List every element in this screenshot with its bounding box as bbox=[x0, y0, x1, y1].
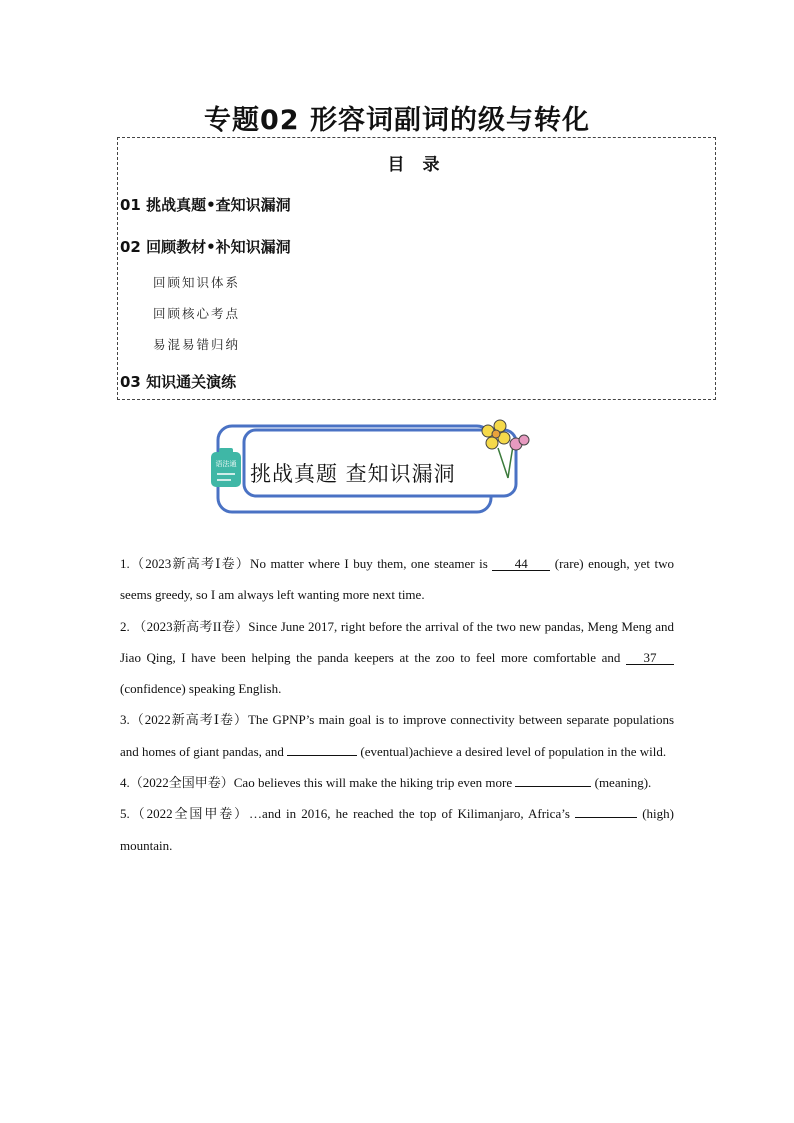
banner-title: 挑战真题 查知识漏洞 bbox=[250, 462, 456, 486]
answer-blank[interactable] bbox=[287, 740, 357, 756]
toc-item-1[interactable]: 01 挑战真题•查知识漏洞 bbox=[120, 196, 291, 214]
answer-blank[interactable] bbox=[575, 802, 637, 818]
answer-blank[interactable]: 37 bbox=[626, 649, 674, 665]
question-4: 4.（2022全国甲卷）Cao believes this will make the hiking trip even more (meaning). bbox=[120, 767, 674, 798]
page-title: 专题02 形容词副词的级与转化 bbox=[204, 105, 590, 136]
toc-sub-item-3[interactable]: 易混易错归纳 bbox=[153, 337, 241, 352]
toc-sub-item-2[interactable]: 回顾核心考点 bbox=[153, 306, 241, 321]
question-list bbox=[120, 548, 674, 861]
answer-blank[interactable] bbox=[515, 771, 591, 787]
answer-blank[interactable]: 44 bbox=[492, 555, 550, 571]
question-1: 1.（2023新高考Ⅰ卷）No matter where I buy them, one steamer is 44 (rare) enough, yet two seems greedy, so I am always left wanting more next time. bbox=[120, 556, 675, 603]
toc-sub-item-1[interactable]: 回顾知识体系 bbox=[153, 275, 241, 290]
question-5: 5.（2022全国甲卷）…and in 2016, he reached the top of Kilimanjaro, Africa’s (high) mountain. bbox=[120, 798, 674, 861]
toc-item-2[interactable]: 02 回顾教材•补知识漏洞 bbox=[120, 238, 291, 256]
question-3: 3.（2022新高考Ⅰ卷）The GPNP’s main goal is to improve connectivity between separate populations and homes of giant pandas, and (eventual)achieve a desired level of population in the wild. bbox=[120, 712, 674, 759]
question-2: 2. （2023新高考II卷）Since June 2017, right before the arrival of the two new pandas, Meng Meng and Jiao Qing, I have been helping the panda keepers at the zoo to feel more comfortable and 37(confidence) speaking English. bbox=[120, 618, 674, 697]
toc-heading: 目 录 bbox=[387, 155, 446, 175]
clipboard-icon bbox=[211, 448, 241, 487]
table-of-contents bbox=[117, 137, 716, 400]
toc-item-3[interactable]: 03 知识通关演练 bbox=[120, 373, 237, 391]
badge-label: 语法通 bbox=[215, 460, 237, 468]
